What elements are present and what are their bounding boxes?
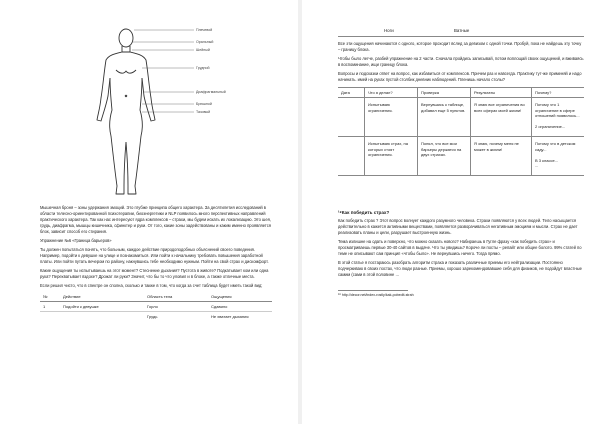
table-header-cell: Дата — [338, 88, 365, 98]
diary-paragraph: Вопросы и подсказки ответ на вопрос, как избавиться от комплексов. Причем раз и навсегда. Практику тут-же применяй и надо начинать. имей на руках пустой столбик дневник наблюдений. Пленишь начало столы? — [338, 71, 582, 82]
table-cell: Подойти к девушке — [60, 302, 144, 312]
left-text-column — [40, 205, 272, 321]
exercise-title: Упражнение №6 «Граница барьеров» — [40, 238, 112, 243]
exercise-paragraph: Ты должен попытаться понять, что больным, каждое действие природоподобных объяснений своего поведения. Например, подойти к девушке на улице и познакомиться. Или пойти к начальнику требовать повышения заработной платы. Или пойти путать вечером по району, накнувшись тебе необходимо нужным. Пойти на свой страх и дискомфорт. — [40, 247, 269, 264]
right-page — [304, 0, 600, 424]
block-boundary-paragraph: Все эти ощущения начинаются с одного, которое проходит вслед за девизом с одной точки. Пробуй, пока не найдешь эту точку – границу блока. — [338, 41, 582, 52]
continuation-cell-sensation: Ватные — [454, 28, 470, 33]
table-header-cell: Результаты — [471, 88, 532, 98]
table-cell: 1 — [40, 302, 60, 312]
table-cell — [40, 312, 60, 322]
human-body-outline — [97, 29, 155, 194]
table-header-cell: № — [40, 292, 60, 302]
table-cell: Я знаю все ограничения во всех сферах моей жизни! — [471, 98, 532, 137]
table-header-cell: Что я делал? — [365, 88, 418, 98]
table-row — [40, 312, 272, 322]
sensations-paragraph: Какие ощущения ты испытываешь на этот момент? Стеснение дыхания? Пустота в животе? Подкатывает ком или одна рука? Перехватывает вздохе? Дрожат ли руки? Значит, что бы то что уловил и в блоке, а также отличные места. — [40, 268, 269, 279]
table-cell: Потому что в детском саду... В 3 классе... ... — [532, 136, 585, 175]
table-intro-paragraph: Если решил чисто, что в спектре он сполна, сколько и также в том, что когда за счет таблица будет иметь такой вид: — [40, 283, 263, 288]
table-header-row — [338, 88, 584, 98]
body-figure-illustration — [76, 24, 236, 202]
table-row — [40, 302, 272, 312]
table-header-cell: Проверка — [418, 88, 471, 98]
fear-section-heading: ¹⁸Как победить страх? — [338, 209, 390, 215]
page-gutter — [298, 0, 302, 424]
fear-google-paragraph: Тема излишне на одать и поверхно, что можно сказать нового? Набираешь в Гугле фразу «как победить страх» и просматриваешь первые 30-40 сайтов в выдаче. Что ты увидишь? Короче ли посты – репайт или общее болото. 99% статей по теме не описывают сам принцип «чтобы было». Не вернувшись ничего. Тогда прямо. — [338, 238, 582, 256]
table-cell — [338, 98, 365, 137]
zone-label-abdomen: Брюшной — [196, 102, 212, 107]
table-cell: Не хватает дыхания — [211, 314, 249, 319]
zone-label-diaphragm: Диафрагмальный — [196, 90, 226, 95]
continuation-cell-body-area: Ноги — [384, 28, 394, 33]
table-cell: Потому что 1 ограничение в сфере отношений появилось... 2 ограничение... — [532, 98, 585, 137]
right-text-column — [338, 28, 584, 297]
table-cell: Я знаю, почему меня не может в жизни! — [471, 136, 532, 175]
table-header-row — [40, 292, 272, 302]
footnote-link[interactable]: ¹⁸ http://decor.net/index-rostly/kak-pobedit-strah — [338, 292, 414, 297]
table-header-cell: Область тела — [144, 292, 208, 302]
two-parts-paragraph: Чтобы было легче, разбей упражнение на 2 части. Сначала пройдись записывай, потом воплощай своих ощущений, и вживаясь в воспоминание, ищи границу блока. — [338, 56, 584, 67]
zone-label-shoulder: Плечевой — [196, 28, 213, 33]
table-cell: Сдавило — [208, 302, 272, 312]
table-cell: Испытываю ограничения. — [365, 98, 418, 137]
table-header-cell: Ощущения — [208, 292, 272, 302]
table-row — [338, 136, 584, 175]
zone-label-oral: Оральный — [196, 40, 214, 45]
table-row — [338, 98, 584, 137]
table-cell: Горло — [144, 302, 208, 312]
fear-intro-paragraph: Как победить страх ? Этот вопрос волнует каждого разумного человека. Страхи появляются у всех людей. Тело насыщается действительно в кажется активными веществами, появляется разворачиваться негативным эмоциям и мысли. Страх не дает реализовать планы и цели, разрушает выстроенную жизнь. — [338, 217, 578, 235]
table-cell: Испытываю страх, на которых стоят ограничения. — [365, 136, 418, 175]
observation-diary-table — [338, 87, 584, 176]
table-cell — [60, 312, 144, 322]
table-header-cell: Действие — [60, 292, 144, 302]
fear-article-paragraph: В этой статье я постараюсь разобрать алгоритм страха и показать различные приемы его нейтрализации. Постоянно подчеркиваю в своих постах, что люди разные. Приемы, хорошо зарекомендовавшие себя для физиков, не подойдут властные самим (сами в этой половине … — [338, 259, 582, 277]
table-cell — [338, 136, 365, 175]
table-cell: Грудь — [147, 314, 158, 319]
muscle-armor-paragraph: Мышечная броня – зоны удержания эмоций. Это глубже принципа общего характера. За десятилетия исследований в области телесно-ориентированной психотерапии, биоэнергетики и NLP появилось много перспективных направлений практического характера. Так как нас интересуют ядра комплексов – страхи, мы будем искать их локализацию. Это шея, грудь, диафрагма, мышцы кишечника, сфинктер и руки. От того, какие зоны задействованы и каким именно проявляется блок, зависит способ его стирания. — [40, 205, 271, 234]
zone-label-chest: Грудной — [196, 66, 210, 71]
zone-label-pelvis: Тазовый — [196, 110, 211, 115]
footnote-divider — [338, 290, 408, 291]
table-continuation-row — [338, 28, 584, 37]
table-header-cell: Почему? — [532, 88, 585, 98]
table-cell: Понял, что все мои барьеры держатся на двух страхах. — [418, 136, 471, 175]
zone-label-neck: Шейный — [196, 48, 210, 53]
sensations-table — [40, 292, 272, 321]
left-page — [0, 0, 296, 424]
table-cell: Вернувшись к таблице, добавил еще 5 пунктов. — [418, 98, 471, 137]
